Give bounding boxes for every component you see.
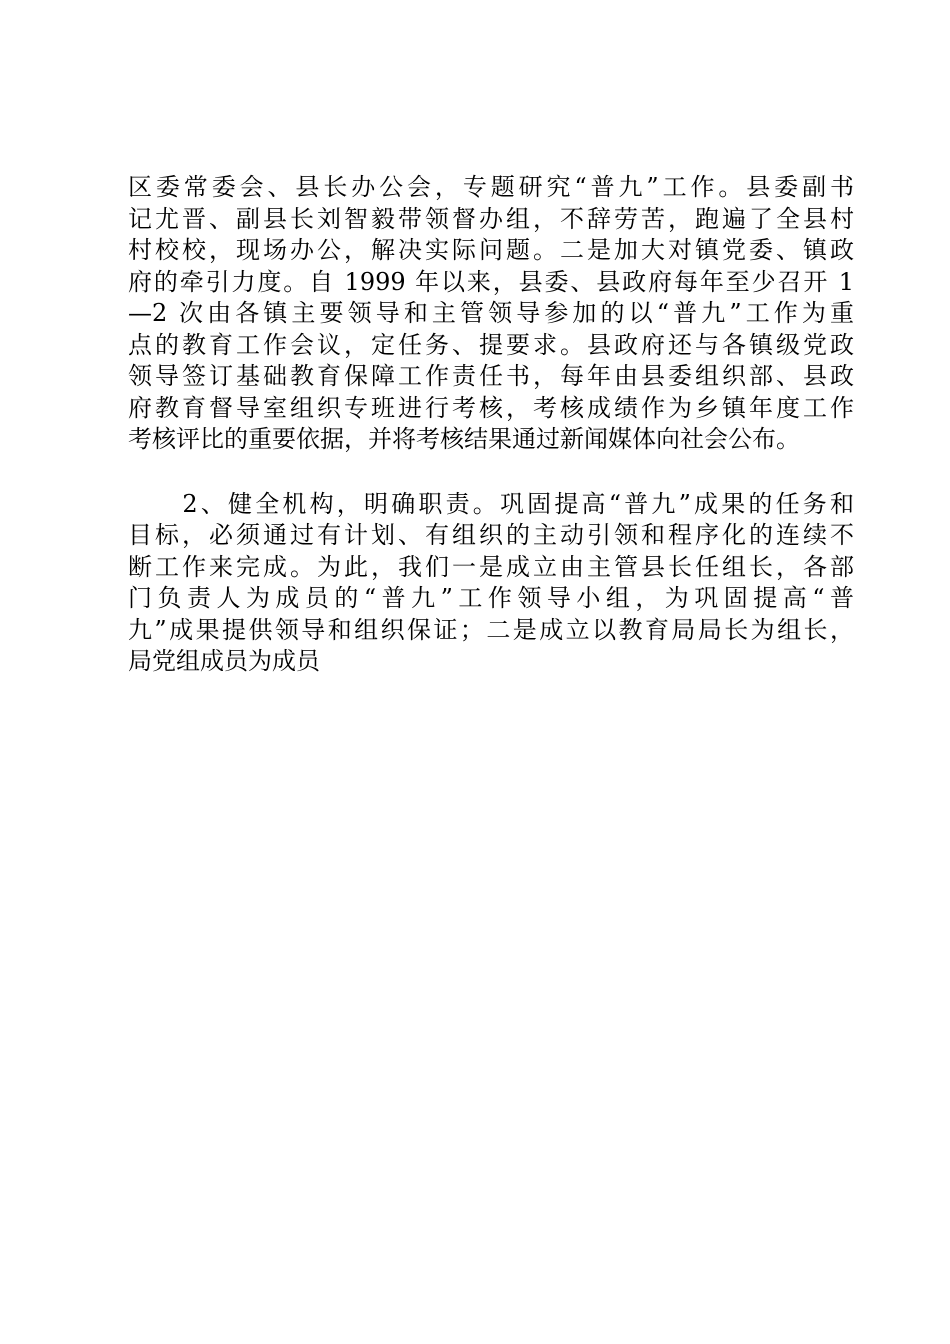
paragraph-1 [128,172,854,456]
text-line: 村校校，现场办公，解决实际问题。二是加大对镇党委、镇政 [128,236,854,264]
text-line: 记尤晋、副县长刘智毅带领督办组，不辞劳苦，跑遍了全县村 [128,204,854,233]
text-line: 区委常委会、县长办公会，专题研究“普九”工作。县委副书 [128,173,854,201]
text-line: 2、健全机构，明确职责。巩固提高“普九”成果的任务和 [128,489,854,518]
text-line: 府教育督导室组织专班进行考核，考核成绩作为乡镇年度工作 [128,393,854,422]
text-line: 考核评比的重要依据，并将考核结果通过新闻媒体向社会公布。 [128,425,800,453]
text-line: 门负责人为成员的“普九”工作领导小组，为巩固提高“普 [128,584,854,612]
paragraph-spacer [128,456,854,489]
text-line: 府的牵引力度。自 1999 年以来，县委、县政府每年至少召开 1 [128,267,854,296]
text-line: 九”成果提供领导和组织保证；二是成立以教育局局长为组长， [128,615,854,644]
text-line: 点的教育工作会议，定任务、提要求。县政府还与各镇级党政 [128,330,854,359]
text-line: 断工作来完成。为此，我们一是成立由主管县长任组长，各部 [128,552,854,581]
text-line: 领导签订基础教育保障工作责任书，每年由县委组织部、县政 [128,362,854,390]
text-line: 目标，必须通过有计划、有组织的主动引领和程序化的连续不 [128,521,854,549]
paragraph-2 [128,489,854,678]
text-line: —2 次由各镇主要领导和主管领导参加的以“普九”工作为重 [128,299,854,327]
document-body [128,172,854,678]
text-line: 局党组成员为成员 [128,647,320,675]
